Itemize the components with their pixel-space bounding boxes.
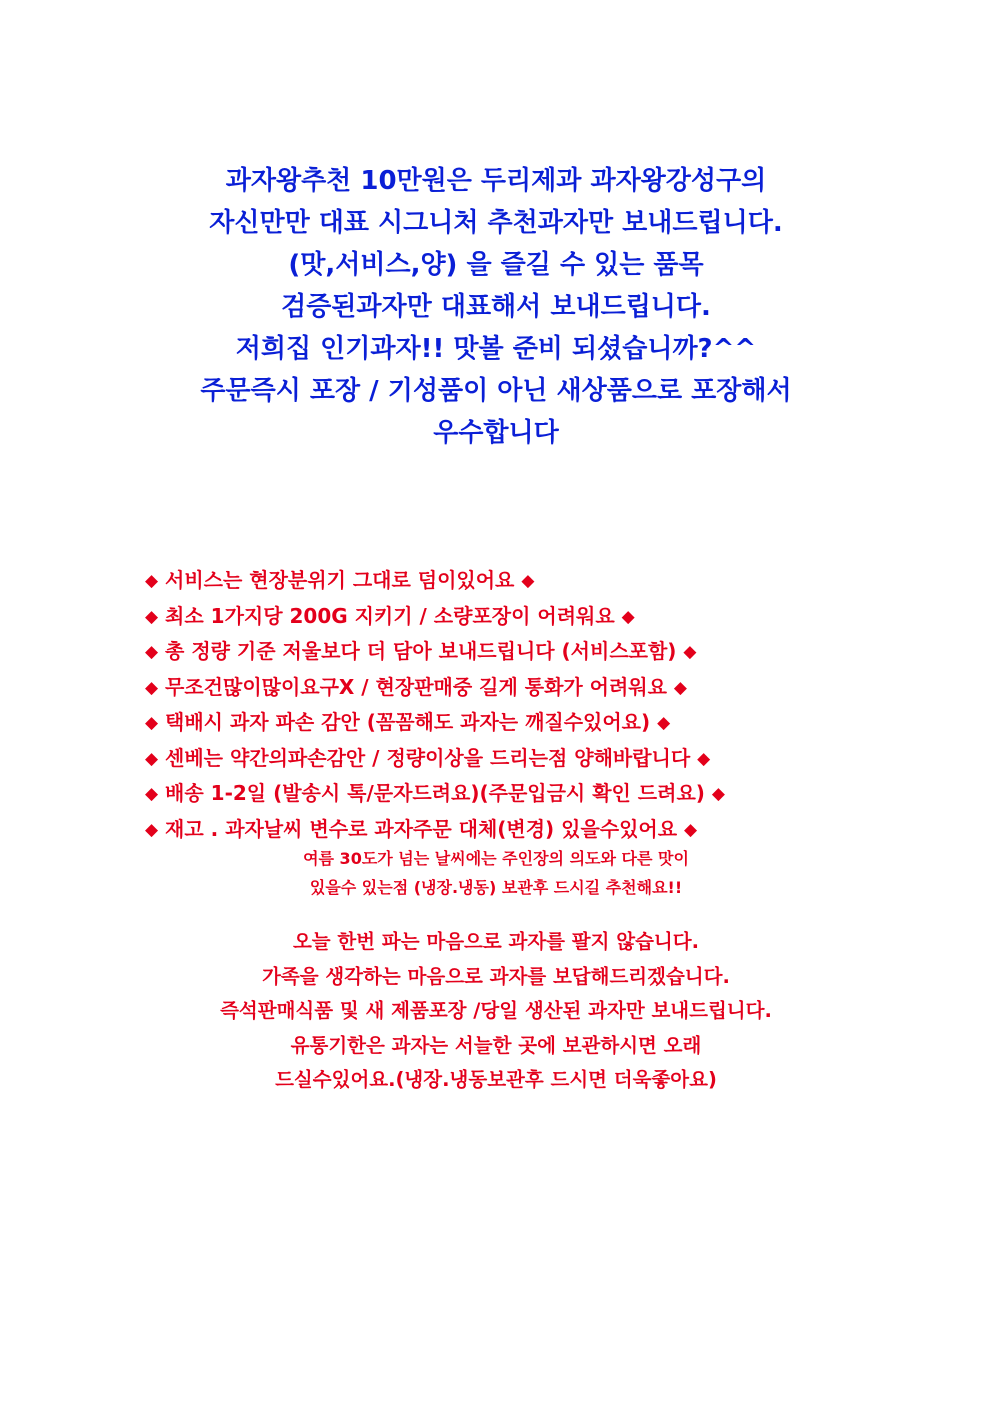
intro-line: 우수합니다	[433, 418, 559, 448]
notice-item	[145, 741, 985, 777]
intro-line: 과자왕추천 10만원은 두리제과 과자왕강성구의	[225, 166, 767, 196]
notice-text: 택배시 과자 파손 감안 (꼼꼼해도 과자는 깨질수있어요)	[165, 710, 651, 734]
diamond-bullet-icon: ◆	[673, 677, 687, 698]
notice-item	[145, 670, 985, 706]
intro-line: (맛,서비스,양) 을 즐길 수 있는 품목	[288, 250, 704, 280]
intro-line: 저희집 인기과자!! 맛볼 준비 되셨습니까?^^	[235, 334, 757, 364]
summer-note-line: 여름 30도가 넘는 날씨에는 주인장의 의도와 다른 맛이	[303, 849, 689, 868]
diamond-bullet-icon: ◆	[521, 571, 535, 591]
closing-message	[0, 925, 992, 1098]
notice-text: 무조건많이많이요구X / 현장판매중 길게 통화가 어려워요	[165, 674, 667, 699]
closing-line: 즉석판매식품 및 새 제품포장 /당일 생산된 과자만 보내드립니다.	[220, 999, 772, 1022]
diamond-bullet-icon: ◆	[145, 642, 159, 662]
diamond-bullet-icon: ◆	[711, 784, 725, 804]
notice-item	[145, 776, 985, 812]
intro-line: 검증된과자만 대표해서 보내드립니다.	[281, 292, 711, 322]
notice-item	[145, 812, 985, 848]
notice-text: 총 정량 기준 저울보다 더 담아 보내드립니다 (서비스포함)	[165, 639, 677, 663]
closing-line: 유통기한은 과자는 서늘한 곳에 보관하시면 오래	[290, 1033, 702, 1057]
diamond-bullet-icon: ◆	[145, 784, 159, 804]
summer-storage-note	[0, 844, 992, 902]
diamond-bullet-icon: ◆	[145, 571, 159, 591]
closing-line: 오늘 한번 파는 마음으로 과자를 팔지 않습니다.	[292, 930, 700, 953]
closing-line: 드실수있어요.(냉장.냉동보관후 드시면 더욱좋아요)	[275, 1068, 717, 1091]
notice-item	[145, 563, 985, 599]
notice-item	[145, 634, 985, 670]
diamond-bullet-icon: ◆	[657, 713, 671, 733]
diamond-bullet-icon: ◆	[145, 713, 159, 733]
diamond-bullet-icon: ◆	[145, 606, 159, 627]
notice-item	[145, 599, 985, 635]
intro-text-block	[0, 160, 992, 454]
diamond-bullet-icon: ◆	[145, 819, 159, 840]
notice-text: 센베는 약간의파손감안 / 정량이상을 드리는점 양해바랍니다	[165, 745, 691, 770]
diamond-bullet-icon: ◆	[697, 748, 711, 769]
summer-note-line: 있을수 있는점 (냉장.냉동) 보관후 드시길 추천해요!!	[309, 878, 683, 897]
closing-line: 가족을 생각하는 마음으로 과자를 보답해드리겠습니다.	[262, 964, 730, 988]
diamond-bullet-icon: ◆	[684, 819, 698, 840]
notice-text: 서비스는 현장분위기 그대로 덤이있어요	[165, 568, 515, 592]
diamond-bullet-icon: ◆	[145, 748, 159, 769]
notice-text: 배송 1-2일 (발송시 톡/문자드려요)(주문입금시 확인 드려요)	[165, 781, 705, 805]
notice-text: 재고 . 과자날씨 변수로 과자주문 대체(변경) 있을수있어요	[165, 816, 678, 841]
diamond-bullet-icon: ◆	[621, 606, 635, 627]
diamond-bullet-icon: ◆	[145, 677, 159, 698]
notice-list	[145, 563, 985, 847]
intro-line: 자신만만 대표 시그니처 추천과자만 보내드립니다.	[209, 208, 783, 238]
diamond-bullet-icon: ◆	[683, 642, 697, 662]
notice-text: 최소 1가지당 200G 지키기 / 소량포장이 어려워요	[165, 603, 615, 628]
intro-line: 주문즉시 포장 / 기성품이 아닌 새상품으로 포장해서	[200, 376, 792, 406]
notice-item	[145, 705, 985, 741]
